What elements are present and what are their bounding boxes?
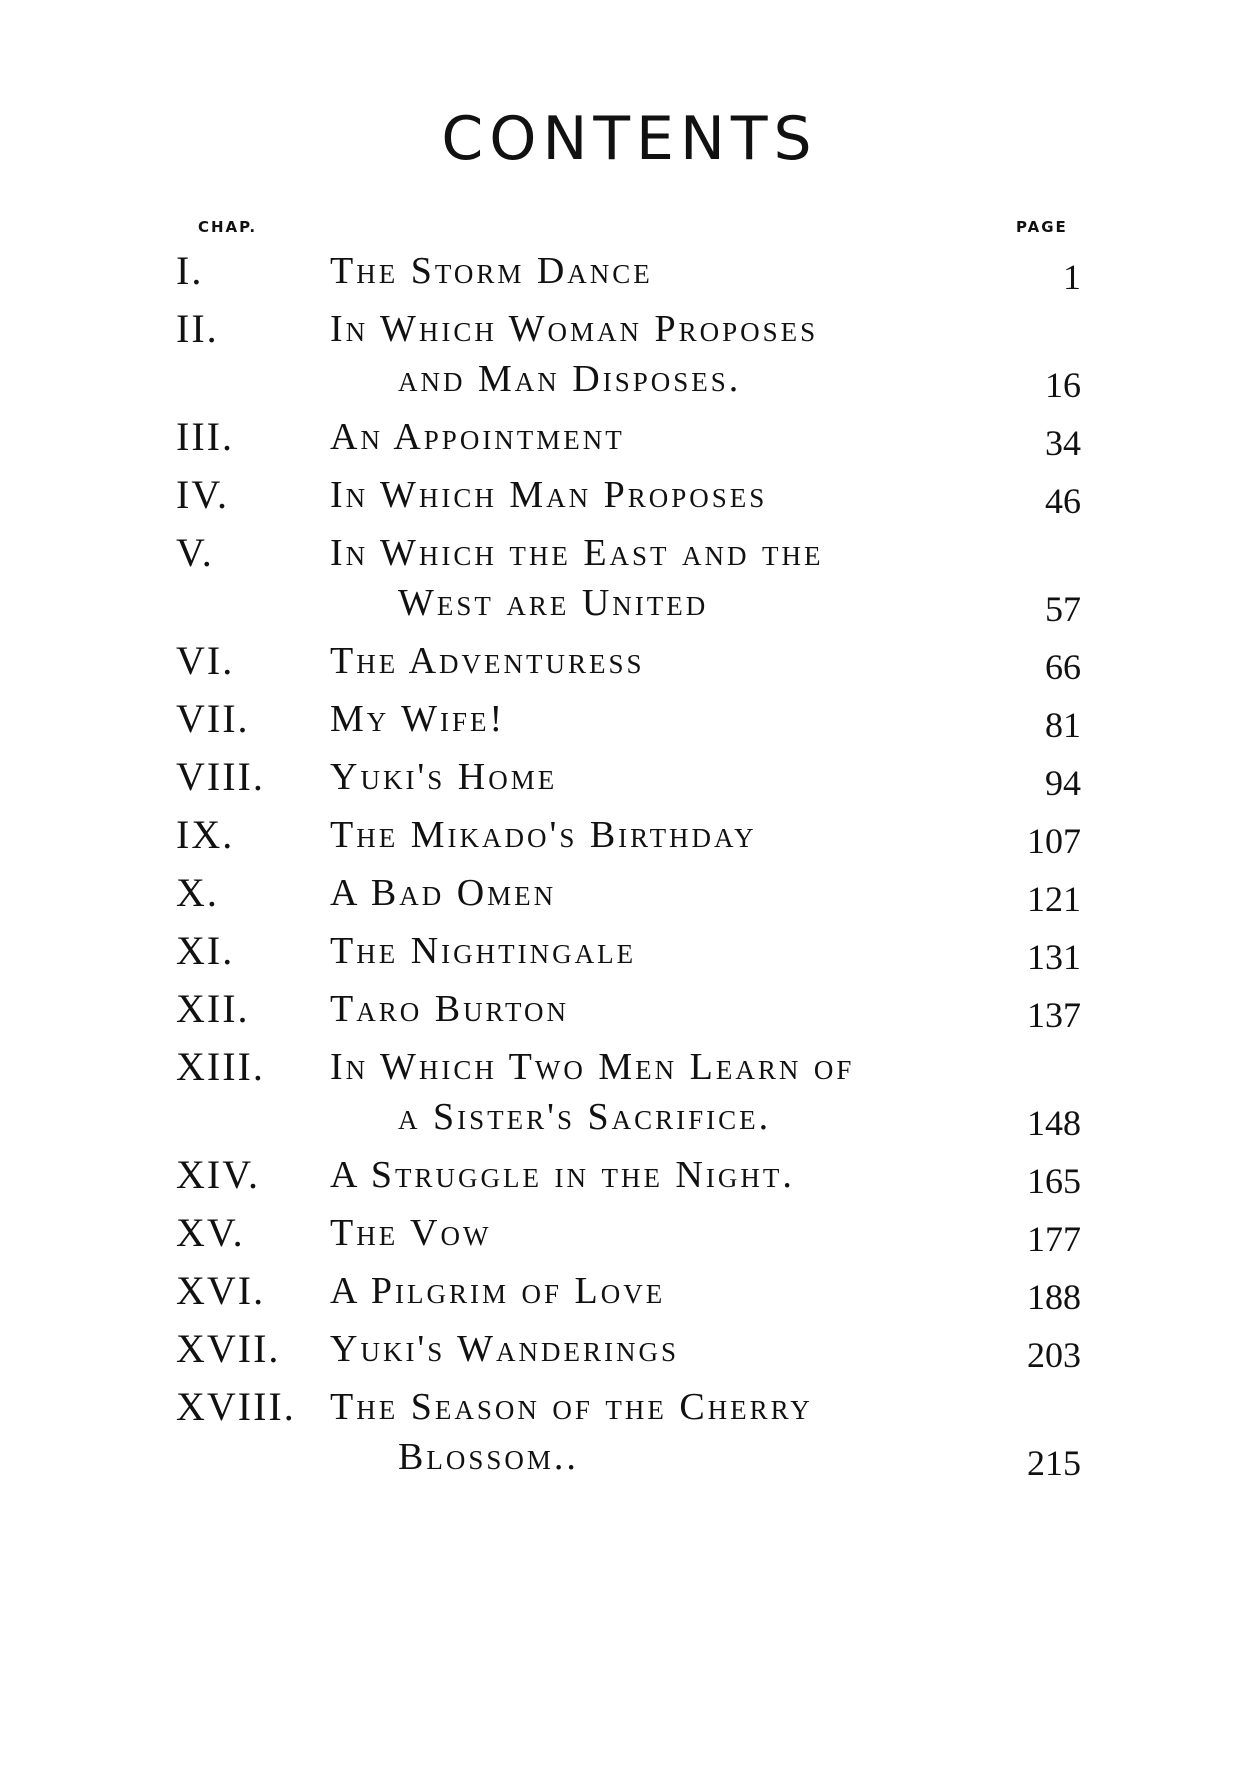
toc-line: [0, 810, 1259, 860]
chapter-title: The Storm Dance: [330, 250, 653, 292]
toc-line: [0, 868, 1259, 918]
toc-entry: [0, 246, 1259, 296]
toc-entry: [0, 412, 1259, 462]
chapter-title: Yuki's Wanderings: [330, 1328, 679, 1370]
chapter-title: In Which Two Men Learn of: [330, 1046, 855, 1088]
toc-entry: [0, 1266, 1259, 1316]
chapter-numeral: X.: [176, 870, 219, 915]
table-of-contents: [0, 246, 1259, 1482]
page-number: 57: [1045, 589, 1081, 629]
toc-line: [0, 1092, 1259, 1142]
toc-entry: [0, 926, 1259, 976]
toc-line: [0, 984, 1259, 1034]
toc-line: [0, 926, 1259, 976]
chapter-numeral: V.: [176, 530, 214, 575]
chapter-title: Blossom..: [398, 1436, 579, 1478]
toc-line: [0, 1432, 1259, 1482]
chapter-title: The Vow: [330, 1212, 492, 1254]
chapter-numeral: XIV.: [176, 1152, 260, 1197]
chapter-numeral: VII.: [176, 696, 250, 741]
toc-line: [0, 1266, 1259, 1316]
toc-line: [0, 246, 1259, 296]
chapter-numeral: XI.: [176, 928, 235, 973]
chapter-numeral: I.: [176, 248, 204, 293]
toc-line: [0, 1324, 1259, 1374]
chapter-numeral: II.: [176, 306, 219, 351]
chapter-title: In Which the East and the: [330, 532, 824, 574]
toc-line: [0, 1042, 1259, 1092]
page-number: 137: [1027, 995, 1081, 1035]
toc-entry: [0, 752, 1259, 802]
chapter-title: A Struggle in the Night.: [330, 1154, 795, 1196]
page-number: 66: [1045, 647, 1081, 687]
toc-line: [0, 636, 1259, 686]
toc-entry: [0, 1324, 1259, 1374]
toc-entry: [0, 1042, 1259, 1142]
chapter-numeral: VI.: [176, 638, 235, 683]
page-number: 188: [1027, 1277, 1081, 1317]
chapter-title: and Man Disposes.: [398, 358, 742, 400]
toc-entry: [0, 304, 1259, 404]
chapter-numeral: III.: [176, 414, 234, 459]
chapter-numeral: VIII.: [176, 754, 265, 799]
chapter-title: In Which Man Proposes: [330, 474, 768, 516]
chapter-title: My Wife!: [330, 698, 506, 740]
chapter-title: A Pilgrim of Love: [330, 1270, 666, 1312]
page-number: 203: [1027, 1335, 1081, 1375]
toc-entry: [0, 810, 1259, 860]
toc-entry: [0, 1208, 1259, 1258]
chapter-title: An Appointment: [330, 416, 625, 458]
chapter-numeral: IV.: [176, 472, 230, 517]
page-number: 148: [1027, 1103, 1081, 1143]
toc-line: [0, 752, 1259, 802]
page-number: 16: [1045, 365, 1081, 405]
chapter-title: The Mikado's Birthday: [330, 814, 757, 856]
chapter-title: In Which Woman Proposes: [330, 308, 819, 350]
chapter-title: A Bad Omen: [330, 872, 557, 914]
chapter-numeral: XIII.: [176, 1044, 265, 1089]
chapter-title: Taro Burton: [330, 988, 569, 1030]
chapter-numeral: IX.: [176, 812, 235, 857]
chapter-numeral: XVII.: [176, 1326, 281, 1371]
toc-entry: [0, 868, 1259, 918]
page-title: CONTENTS: [441, 104, 818, 174]
page-number: 121: [1027, 879, 1081, 919]
page-number: 34: [1045, 423, 1081, 463]
page-number: 1: [1063, 257, 1081, 297]
chapter-title: The Adventuress: [330, 640, 645, 682]
toc-entry: [0, 1382, 1259, 1482]
toc-line: [0, 354, 1259, 404]
chapter-numeral: XVIII.: [176, 1384, 296, 1429]
toc-line: [0, 470, 1259, 520]
chapter-title: West are United: [398, 582, 709, 624]
toc-entry: [0, 694, 1259, 744]
page-number: 131: [1027, 937, 1081, 977]
toc-entry: [0, 984, 1259, 1034]
toc-line: [0, 304, 1259, 354]
page-number: 177: [1027, 1219, 1081, 1259]
chapter-numeral: XVI.: [176, 1268, 266, 1313]
page-number: 107: [1027, 821, 1081, 861]
toc-line: [0, 1208, 1259, 1258]
toc-line: [0, 1150, 1259, 1200]
page-number: 215: [1027, 1443, 1081, 1483]
chapter-title: The Season of the Cherry: [330, 1386, 813, 1428]
chapter-numeral: XV.: [176, 1210, 245, 1255]
page-number: 165: [1027, 1161, 1081, 1201]
chapter-title: The Nightingale: [330, 930, 637, 972]
chapter-numeral: XII.: [176, 986, 250, 1031]
page-column-header: PAGE: [1016, 218, 1068, 236]
toc-entry: [0, 1150, 1259, 1200]
chapter-column-header: CHAP.: [198, 218, 258, 236]
page-number: 46: [1045, 481, 1081, 521]
toc-entry: [0, 470, 1259, 520]
toc-line: [0, 694, 1259, 744]
toc-line: [0, 578, 1259, 628]
page-number: 81: [1045, 705, 1081, 745]
page-number: 94: [1045, 763, 1081, 803]
toc-entry: [0, 528, 1259, 628]
toc-line: [0, 528, 1259, 578]
toc-line: [0, 1382, 1259, 1432]
chapter-title: Yuki's Home: [330, 756, 558, 798]
toc-entry: [0, 636, 1259, 686]
chapter-title: a Sister's Sacrifice.: [398, 1096, 772, 1138]
toc-line: [0, 412, 1259, 462]
